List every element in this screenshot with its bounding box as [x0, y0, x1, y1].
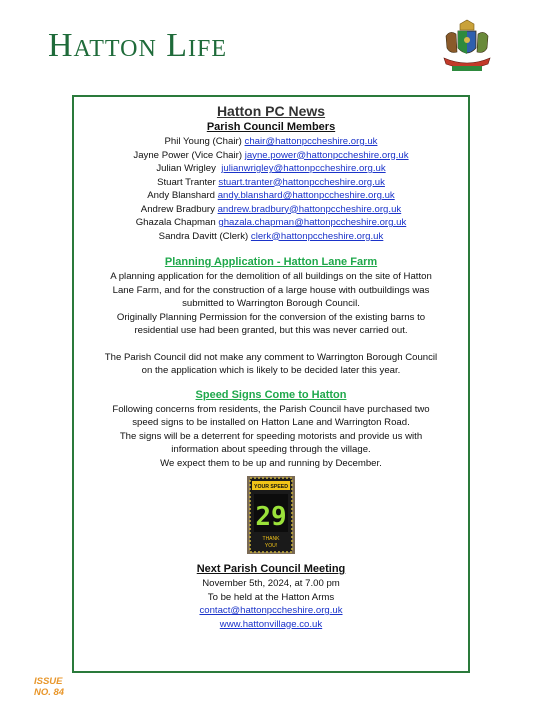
planning-line: on the application which is likely to be decided later this year. [141, 365, 401, 376]
member-email-link[interactable]: jayne.power@hattonpccheshire.org.uk [244, 149, 409, 161]
member-email-link[interactable]: julianwrigley@hattonpccheshire.org.uk [221, 163, 386, 174]
member-row [74, 203, 468, 217]
members-list [74, 135, 468, 243]
member-email-link[interactable]: ghazala.chapman@hattonpccheshire.org.uk [218, 217, 407, 228]
speed-heading: Speed Signs Come to Hatton [195, 388, 347, 401]
news-title: Hatton PC News [216, 103, 326, 119]
member-name: Ghazala Chapman [135, 217, 216, 228]
member-name: Andy Blanshard [147, 190, 216, 201]
sign-speed-number: 29 [255, 502, 287, 532]
member-row [74, 216, 468, 230]
planning-heading: Planning Application - Hatton Lane Farm [164, 256, 378, 268]
speed-line: information about speeding through the village. [171, 444, 371, 455]
speed-sign-icon [247, 476, 295, 554]
speed-sign-image [247, 476, 295, 554]
member-name: Sandra Davitt (Clerk) [158, 230, 249, 242]
planning-paragraph-2 [74, 351, 468, 378]
speed-line: speed signs to be installed on Hatton Lane and Warrington Road. [132, 417, 410, 428]
member-row [74, 162, 468, 176]
member-name: Jayne Power (Vice Chair) [133, 149, 243, 161]
member-email-link[interactable]: chair@hattonpccheshire.org.uk [244, 136, 378, 147]
member-email-link[interactable]: stuart.tranter@hattonpccheshire.org.uk [218, 176, 385, 188]
sign-thank-text: THANK [262, 536, 280, 542]
issue-value: NO. 84 [34, 687, 65, 698]
meeting-place: To be held at the Hatton Arms [207, 591, 335, 603]
website-link[interactable]: www.hattonvillage.co.uk [219, 618, 323, 630]
member-email-link[interactable]: clerk@hattonpccheshire.org.uk [250, 230, 384, 242]
planning-line: submitted to Warrington Borough Council. [182, 298, 360, 309]
meeting-heading: Next Parish Council Meeting [196, 563, 346, 575]
meeting-date: November 5th, 2024, at 7.00 pm [202, 578, 340, 589]
member-email-link[interactable]: andy.blanshard@hattonpccheshire.org.uk [217, 190, 395, 201]
speed-paragraph [74, 403, 468, 471]
sign-top-text: YOUR SPEED [253, 484, 289, 490]
speed-line: The signs will be a deterrent for speeding motorists and provide us with [119, 430, 423, 442]
planning-line: residential use had been granted, but this was never carried out. [134, 325, 408, 336]
planning-line: Lane Farm, and for the construction of a large house with outbuildings was [112, 284, 430, 296]
member-name: Stuart Tranter [157, 176, 216, 188]
speed-line: We expect them to be up and running by December. [160, 457, 382, 469]
member-row [74, 189, 468, 203]
news-content [74, 103, 468, 631]
issue-label: ISSUE [34, 676, 63, 687]
member-name: Andrew Bradbury [140, 203, 215, 215]
planning-line: Originally Planning Permission for the conversion of the existing barns to [116, 311, 426, 323]
member-name: Phil Young (Chair) [164, 136, 242, 147]
sign-you-text: YOU! [264, 543, 278, 549]
member-row [74, 149, 468, 163]
member-name: Julian Wrigley [156, 163, 216, 174]
member-row [74, 176, 468, 190]
member-row [74, 135, 468, 149]
member-row [74, 230, 468, 244]
member-email-link[interactable]: andrew.bradbury@hattonpccheshire.org.uk [217, 203, 402, 215]
planning-line: The Parish Council did not make any comment to Warrington Borough Council [104, 351, 438, 363]
coat-of-arms-icon [438, 18, 496, 76]
contact-email-link[interactable]: contact@hattonpccheshire.org.uk [199, 605, 343, 616]
planning-line: A planning application for the demolition of all buildings on the site of Hatton [110, 271, 432, 282]
members-heading: Parish Council Members [206, 121, 336, 133]
issue-number [34, 676, 64, 698]
planning-paragraph [74, 270, 468, 338]
masthead-title: Hatton Life [48, 27, 228, 64]
speed-line: Following concerns from residents, the Parish Council have purchased two [112, 403, 430, 415]
